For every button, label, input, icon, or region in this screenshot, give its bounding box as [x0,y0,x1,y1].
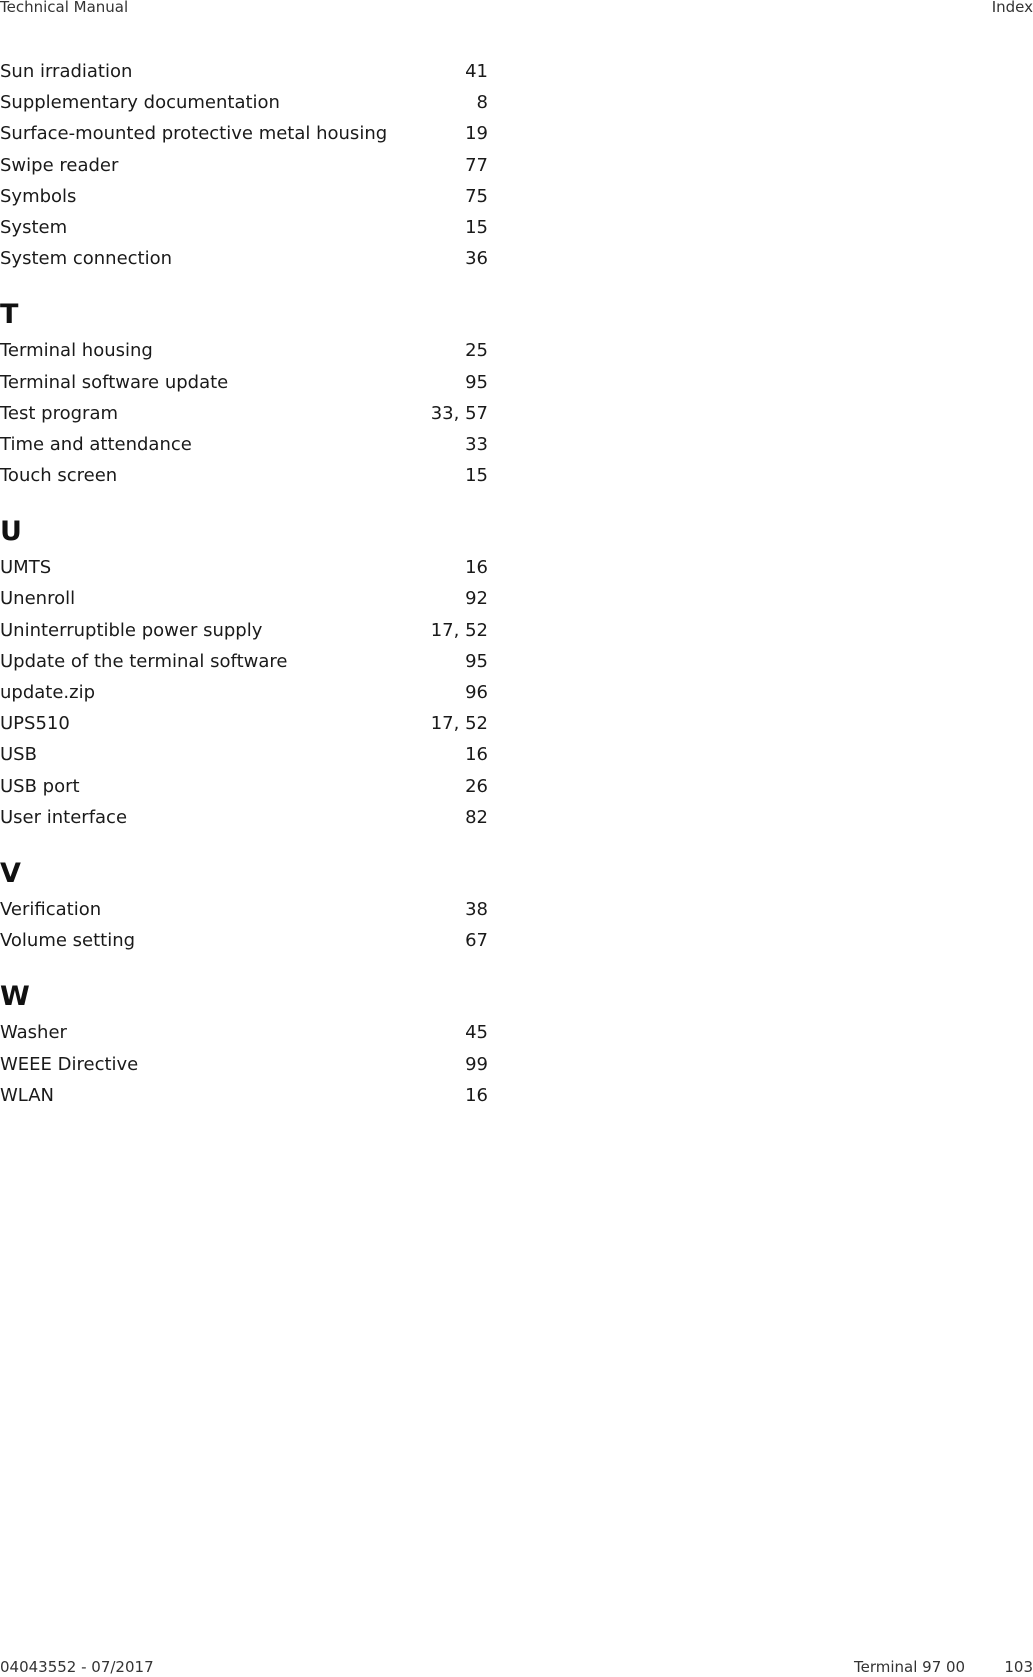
index-entry [0,150,488,181]
index-term: USB [0,744,37,766]
index-term: Update of the terminal software [0,650,288,672]
index-entry [0,894,488,925]
index-term: Test program [0,402,119,424]
index-term: WLAN [0,1084,55,1106]
index-section [0,295,488,491]
index-entry [0,429,488,460]
index-page-ref: 92 [465,588,488,610]
index-page-ref: 17, 52 [430,713,488,735]
index-term: Touch screen [0,465,118,487]
index-page-ref: 19 [465,123,488,145]
index-term: Supplementary documentation [0,92,280,114]
index-entry [0,925,488,956]
index-entry [0,181,488,212]
page-footer [0,1657,1033,1677]
index-page-ref: 99 [465,1053,488,1075]
index-section [0,512,488,833]
index-entry [0,646,488,677]
index-entry [0,1049,488,1080]
index-page-ref: 33, 57 [430,402,488,424]
index-page-ref: 25 [465,340,488,362]
index-term: Uninterruptible power supply [0,619,263,641]
index-entry [0,771,488,802]
index-entry [0,802,488,833]
index-term: WEEE Directive [0,1053,139,1075]
footer-document-number: 04043552 - 07/2017 [0,1658,154,1676]
index-term: System connection [0,248,173,270]
index-entry [0,398,488,429]
index-page-ref: 17, 52 [430,619,488,641]
index-term: USB port [0,775,80,797]
index-term: Time and attendance [0,433,192,455]
index-entry [0,583,488,614]
index-entry [0,460,488,491]
index-entry [0,739,488,770]
index-page-ref: 15 [465,465,488,487]
index-term: System [0,216,68,238]
index-term: Surface-mounted protective metal housing [0,123,388,145]
index-page-ref: 95 [465,371,488,393]
index-term: Swipe reader [0,154,119,176]
index-section [0,854,488,956]
index-page-ref: 26 [465,775,488,797]
index-page-ref: 16 [465,1084,488,1106]
index-page-ref: 8 [476,92,488,114]
index-page-ref: 33 [465,433,488,455]
index-page-ref: 77 [465,154,488,176]
index-entry [0,367,488,398]
index-entry [0,212,488,243]
index-term: UMTS [0,557,52,579]
index-entry [0,1017,488,1048]
index-term: UPS510 [0,713,70,735]
index-entry [0,1080,488,1111]
header-manual-title: Technical Manual [0,0,129,16]
index-page-ref: 38 [465,898,488,920]
index-entry [0,243,488,274]
index-page-ref: 67 [465,930,488,952]
index-entry [0,708,488,739]
footer-page-number: 103 [1004,1658,1033,1676]
index-term: Verification [0,898,102,920]
index-list [0,56,488,1111]
index-entry [0,677,488,708]
index-term: Symbols [0,185,77,207]
index-term: Terminal housing [0,340,153,362]
index-page-ref: 75 [465,185,488,207]
index-term: User interface [0,806,128,828]
index-page-ref: 82 [465,806,488,828]
index-page-ref: 16 [465,744,488,766]
index-section [0,56,488,274]
index-entry [0,615,488,646]
index-section [0,977,488,1111]
index-term: update.zip [0,682,96,703]
footer-product-name: Terminal 97 00 [854,1658,966,1676]
index-entry [0,118,488,149]
index-term: Volume setting [0,930,136,952]
index-entry [0,56,488,87]
header-section-title: Index [991,0,1033,16]
index-entry [0,552,488,583]
index-page-ref: 16 [465,557,488,579]
index-letter-heading: V [0,857,21,889]
index-letter-heading: W [0,981,30,1013]
index-page-ref: 15 [465,216,488,238]
page-header [0,0,1033,20]
index-page-ref: 96 [465,682,488,703]
index-page-ref: 36 [465,248,488,270]
index-page-ref: 45 [465,1022,488,1044]
index-entry [0,335,488,366]
index-term: Terminal software update [0,371,229,393]
index-term: Washer [0,1022,67,1044]
index-page-ref: 41 [465,61,488,82]
index-term: Unenroll [0,588,76,610]
index-page-ref: 95 [465,650,488,672]
index-entry [0,87,488,118]
index-term: Sun irradiation [0,61,133,82]
index-letter-heading: U [0,516,22,548]
index-letter-heading: T [0,299,19,331]
